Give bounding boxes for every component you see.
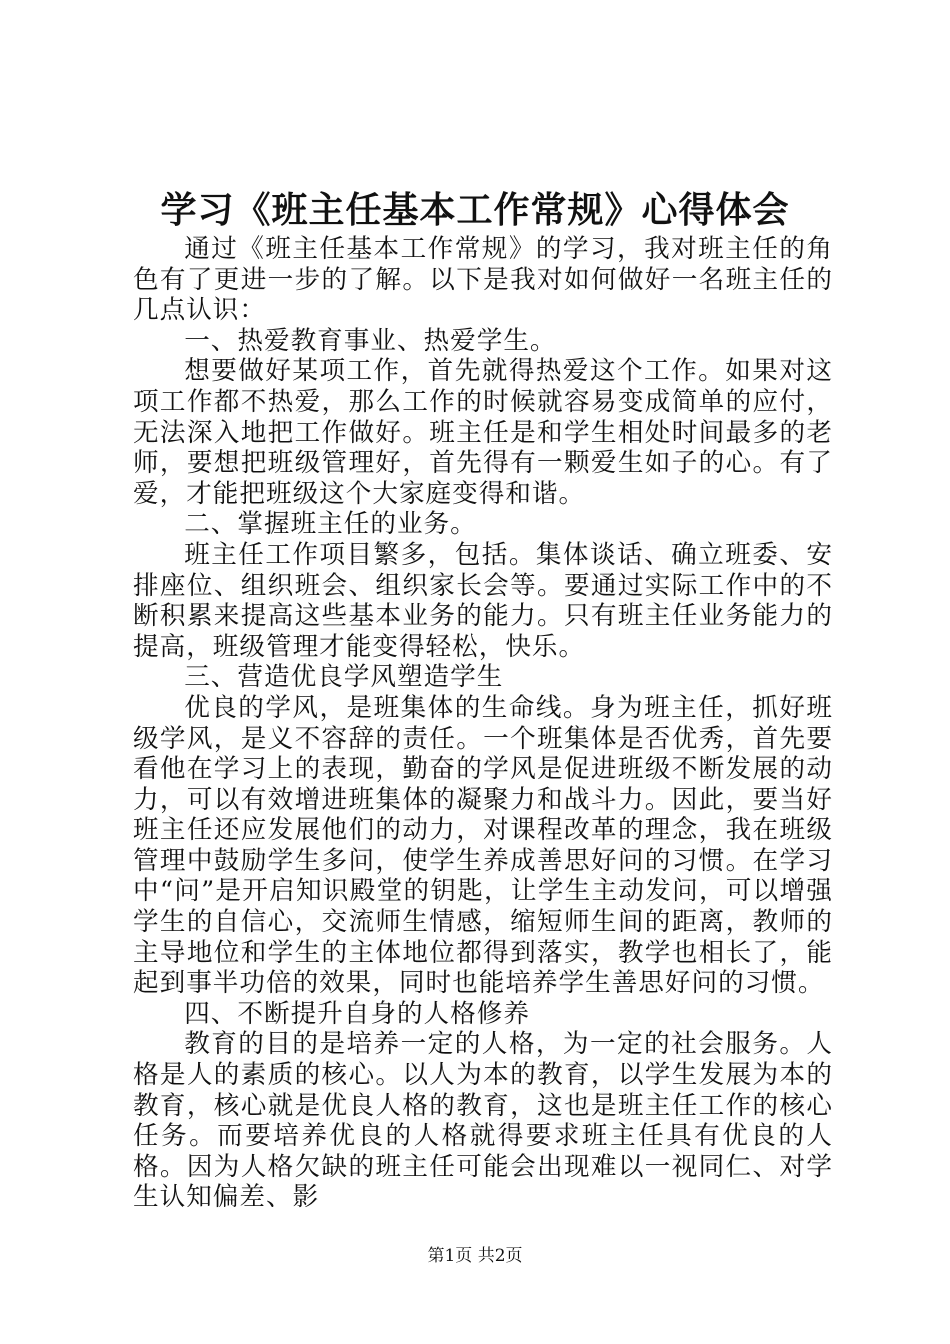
document-title: 学习《班主任基本工作常规》心得体会 [160,189,790,231]
paragraph-intro: 通过《班主任基本工作常规》的学习，我对班主任的角色有了更进一步的了解。以下是我对如何做好一名班主任的几点认识： [133,234,833,326]
section-heading-4: 四、不断提升自身的人格修养 [184,998,530,1029]
document-body [133,234,833,1213]
paragraph-section-4: 教育的目的是培养一定的人格，为一定的社会服务。人格是人的素质的核心。以人为本的教育，以学生发展为本的教育，核心就是优良人格的教育，这也是班主任工作的核心任务。而要培养优良的人格就得要求班主任具有优良的人格。因为人格欠缺的班主任可能会出现难以一视同仁、对学生认知偏差、影 [133,1029,833,1213]
paragraph-section-3: 优良的学风，是班集体的生命线。身为班主任，抓好班级学风，是义不容辞的责任。一个班集体是否优秀，首先要看他在学习上的表现，勤奋的学风是促进班级不断发展的动力，可以有效增进班集体的凝聚力和战斗力。因此，要当好班主任还应发展他们的动力，对课程改革的理念，我在班级管理中鼓励学生多问，使学生养成善思好问的习惯。在学习中“问”是开启知识殿堂的钥匙，让学生主动发问，可以增强学生的自信心，交流师生情感，缩短师生间的距离，教师的主导地位和学生的主体地位都得到落实，教学也相长了，能起到事半功倍的效果，同时也能培养学生善思好问的习惯。 [133,692,833,999]
paragraph-section-1: 想要做好某项工作，首先就得热爱这个工作。如果对这项工作都不热爱，那么工作的时候就容易变成简单的应付，无法深入地把工作做好。班主任是和学生相处时间最多的老师，要想把班级管理好，首先得有一颗爱生如子的心。有了爱，才能把班级这个大家庭变得和谐。 [133,356,833,509]
section-heading-1: 一、热爱教育事业、热爱学生。 [184,325,557,356]
section-heading-2: 二、掌握班主任的业务。 [184,509,477,540]
section-heading-3: 三、营造优良学风塑造学生 [184,662,504,693]
page-number-footer: 第1页 共2页 [427,1246,523,1266]
paragraph-section-2: 班主任工作项目繁多，包括。集体谈话、确立班委、安排座位、组织班会、组织家长会等。要通过实际工作中的不断积累来提高这些基本业务的能力。只有班主任业务能力的提高，班级管理才能变得轻松，快乐。 [133,539,833,662]
